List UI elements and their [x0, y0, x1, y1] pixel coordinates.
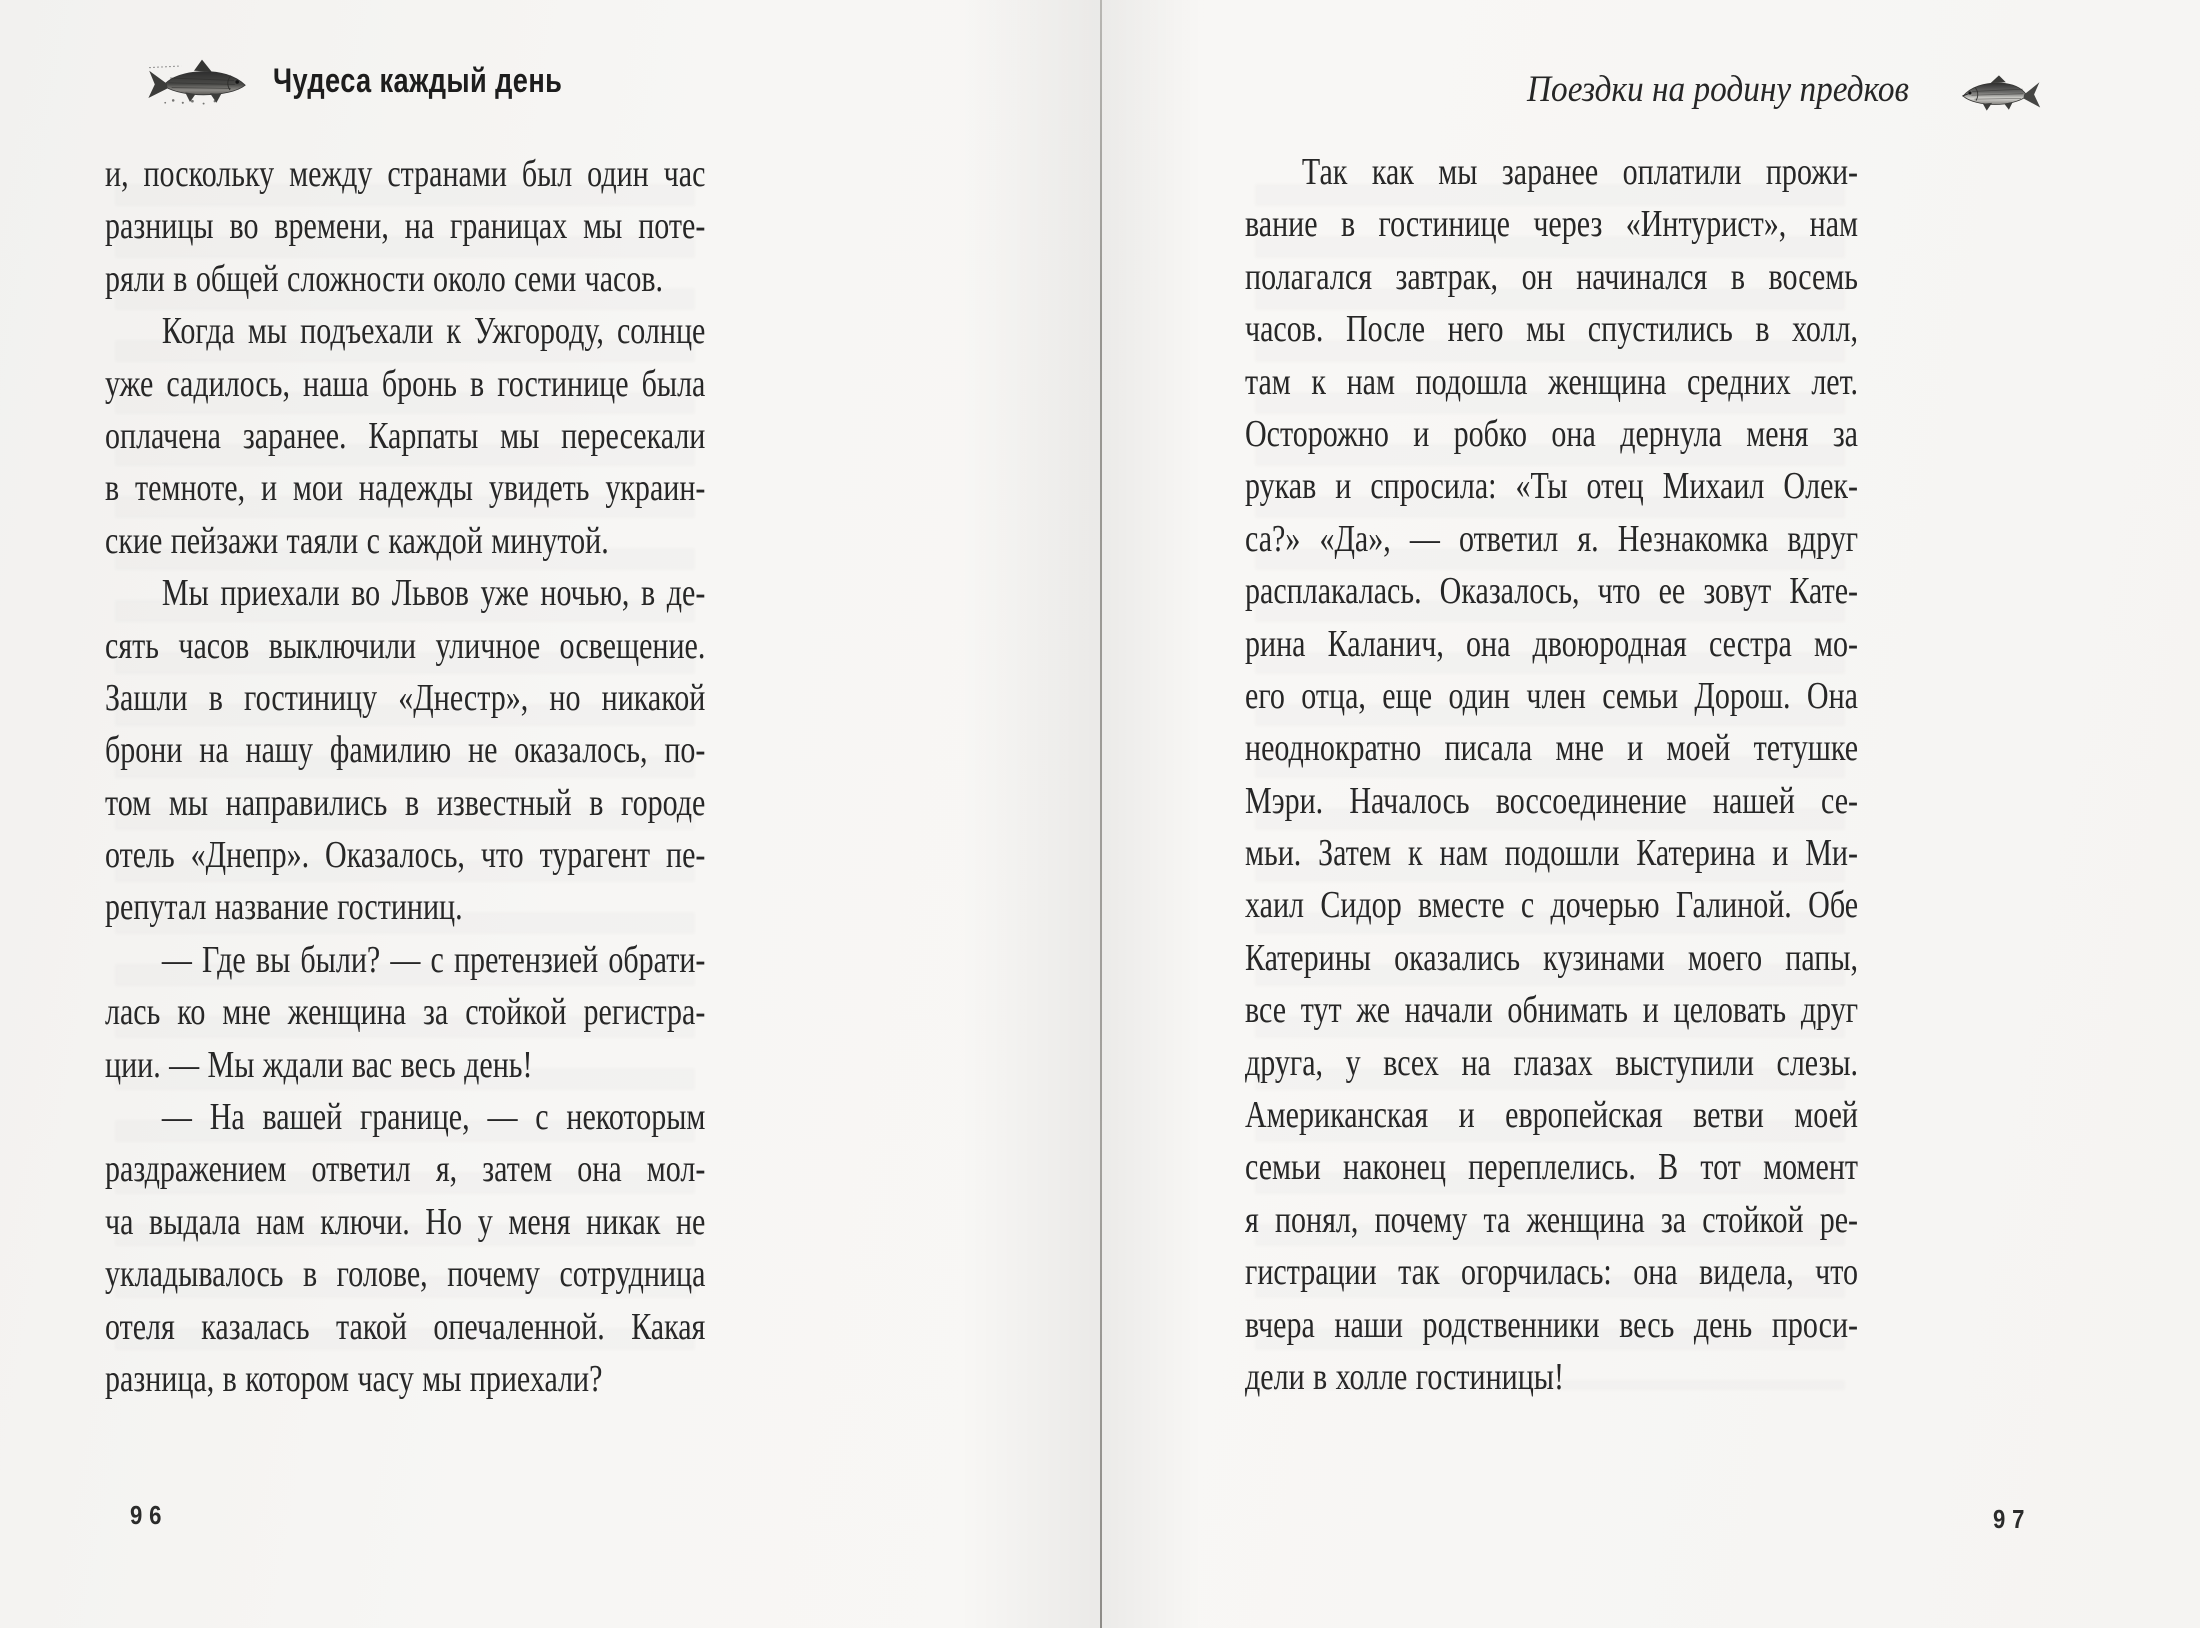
- text-line: са?» «Да», — ответил я. Незнакомка вдруг: [1245, 517, 1859, 560]
- text-line: том мы направились в известный в городе: [105, 781, 706, 824]
- text-line: друга, у всех на глазах выступили слезы.: [1245, 1041, 1859, 1084]
- text-line: Американская и европейская ветви моей: [1245, 1094, 1859, 1137]
- gutter-shadow-left: [960, 0, 1100, 1628]
- right-page-text: [1245, 150, 1858, 1407]
- text-line: рина Каланич, она двоюродная сестра мо-: [1245, 622, 1859, 665]
- text-line: разницы во времени, на границах мы поте-: [105, 205, 706, 248]
- text-line: семьи наконец переплелись. В тот момент: [1245, 1146, 1859, 1189]
- text-line: расплакалась. Оказалось, что ее зовут Кате-: [1245, 570, 1859, 613]
- text-line: брони на нашу фамилию не оказалось, по-: [105, 729, 706, 772]
- text-line: Катерины оказались кузинами моего папы,: [1245, 936, 1859, 979]
- right-running-header: Поездки на родину предков: [1527, 69, 1909, 110]
- text-line: — На вашей границе, — с некоторым: [161, 1096, 706, 1139]
- text-line: я понял, почему та женщина за стойкой ре-: [1245, 1198, 1859, 1241]
- text-line: Мы приехали во Львов уже ночью, в де-: [161, 572, 706, 615]
- text-line: отеля казалась такой опечаленной. Какая: [105, 1305, 706, 1348]
- text-line: все тут же начали обнимать и целовать друг: [1245, 989, 1859, 1032]
- text-line: полагался завтрак, он начинался в восемь: [1245, 255, 1858, 298]
- text-line: Когда мы подъехали к Ужгороду, солнце: [161, 310, 706, 353]
- text-line: вание в гостинице через «Интурист», нам: [1245, 203, 1859, 246]
- left-page-text: [105, 152, 705, 1409]
- text-line: разница, в котором часу мы приехали?: [105, 1357, 603, 1400]
- text-line: Зашли в гостиницу «Днестр», но никакой: [105, 676, 706, 719]
- text-line: лась ко мне женщина за стойкой регистра-: [105, 991, 706, 1034]
- gutter-shadow-right: [1102, 0, 1202, 1628]
- right-page-number: 97: [1993, 1504, 2032, 1534]
- text-line: ские пейзажи таяли с каждой минутой.: [105, 519, 609, 562]
- text-line: укладывалось в голове, почему сотрудница: [105, 1253, 706, 1296]
- text-line: отель «Днепр». Оказалось, что турагент пе-: [105, 834, 706, 877]
- text-line: его отца, еще один член семьи Дорош. Она: [1245, 674, 1858, 717]
- text-line: Мэри. Началось воссоединение нашей се-: [1245, 779, 1859, 822]
- text-line: раздражением ответил я, затем она мол-: [105, 1148, 706, 1191]
- text-line: рукав и спросила: «Ты отец Михаил Олек-: [1245, 465, 1858, 508]
- text-line: ции. — Мы ждали вас весь день!: [105, 1043, 533, 1086]
- text-line: Так как мы заранее оплатили прожи-: [1301, 151, 1859, 193]
- text-line: часов. После него мы спустились в холл,: [1245, 308, 1859, 351]
- text-line: оплачена заранее. Карпаты мы пересекали: [105, 414, 706, 457]
- text-line: репутал название гостиниц.: [105, 886, 463, 929]
- text-line: — Где вы были? — с претензией обрати-: [161, 938, 706, 981]
- left-page-number: 96: [130, 1500, 169, 1530]
- text-line: дели в холле гостиницы!: [1245, 1355, 1564, 1398]
- fish-icon: [1960, 72, 2044, 119]
- fish-icon: [145, 58, 251, 111]
- left-running-header: Чудеса каждый день: [273, 62, 563, 100]
- text-line: мьи. Затем к нам подошли Катерина и Ми-: [1245, 832, 1858, 875]
- text-line: ряли в общей сложности около семи часов.: [105, 257, 664, 300]
- text-line: сять часов выключили уличное освещение.: [105, 624, 706, 667]
- text-line: и, поскольку между странами был один час: [105, 153, 706, 195]
- text-line: там к нам подошла женщина средних лет.: [1245, 360, 1858, 403]
- text-line: хаил Сидор вместе с дочерью Галиной. Обе: [1245, 884, 1859, 927]
- text-line: Осторожно и робко она дернула меня за: [1245, 412, 1859, 455]
- text-line: в темноте, и мои надежды увидеть украин-: [105, 467, 706, 510]
- text-line: уже садилось, наша бронь в гостинице была: [105, 362, 706, 405]
- text-line: ча выдала нам ключи. Но у меня никак не: [105, 1200, 706, 1243]
- text-line: вчера наши родственники весь день проси-: [1245, 1303, 1859, 1346]
- text-line: неоднократно писала мне и моей тетушке: [1245, 727, 1859, 770]
- text-line: гистрации так огорчилась: она видела, что: [1245, 1251, 1859, 1294]
